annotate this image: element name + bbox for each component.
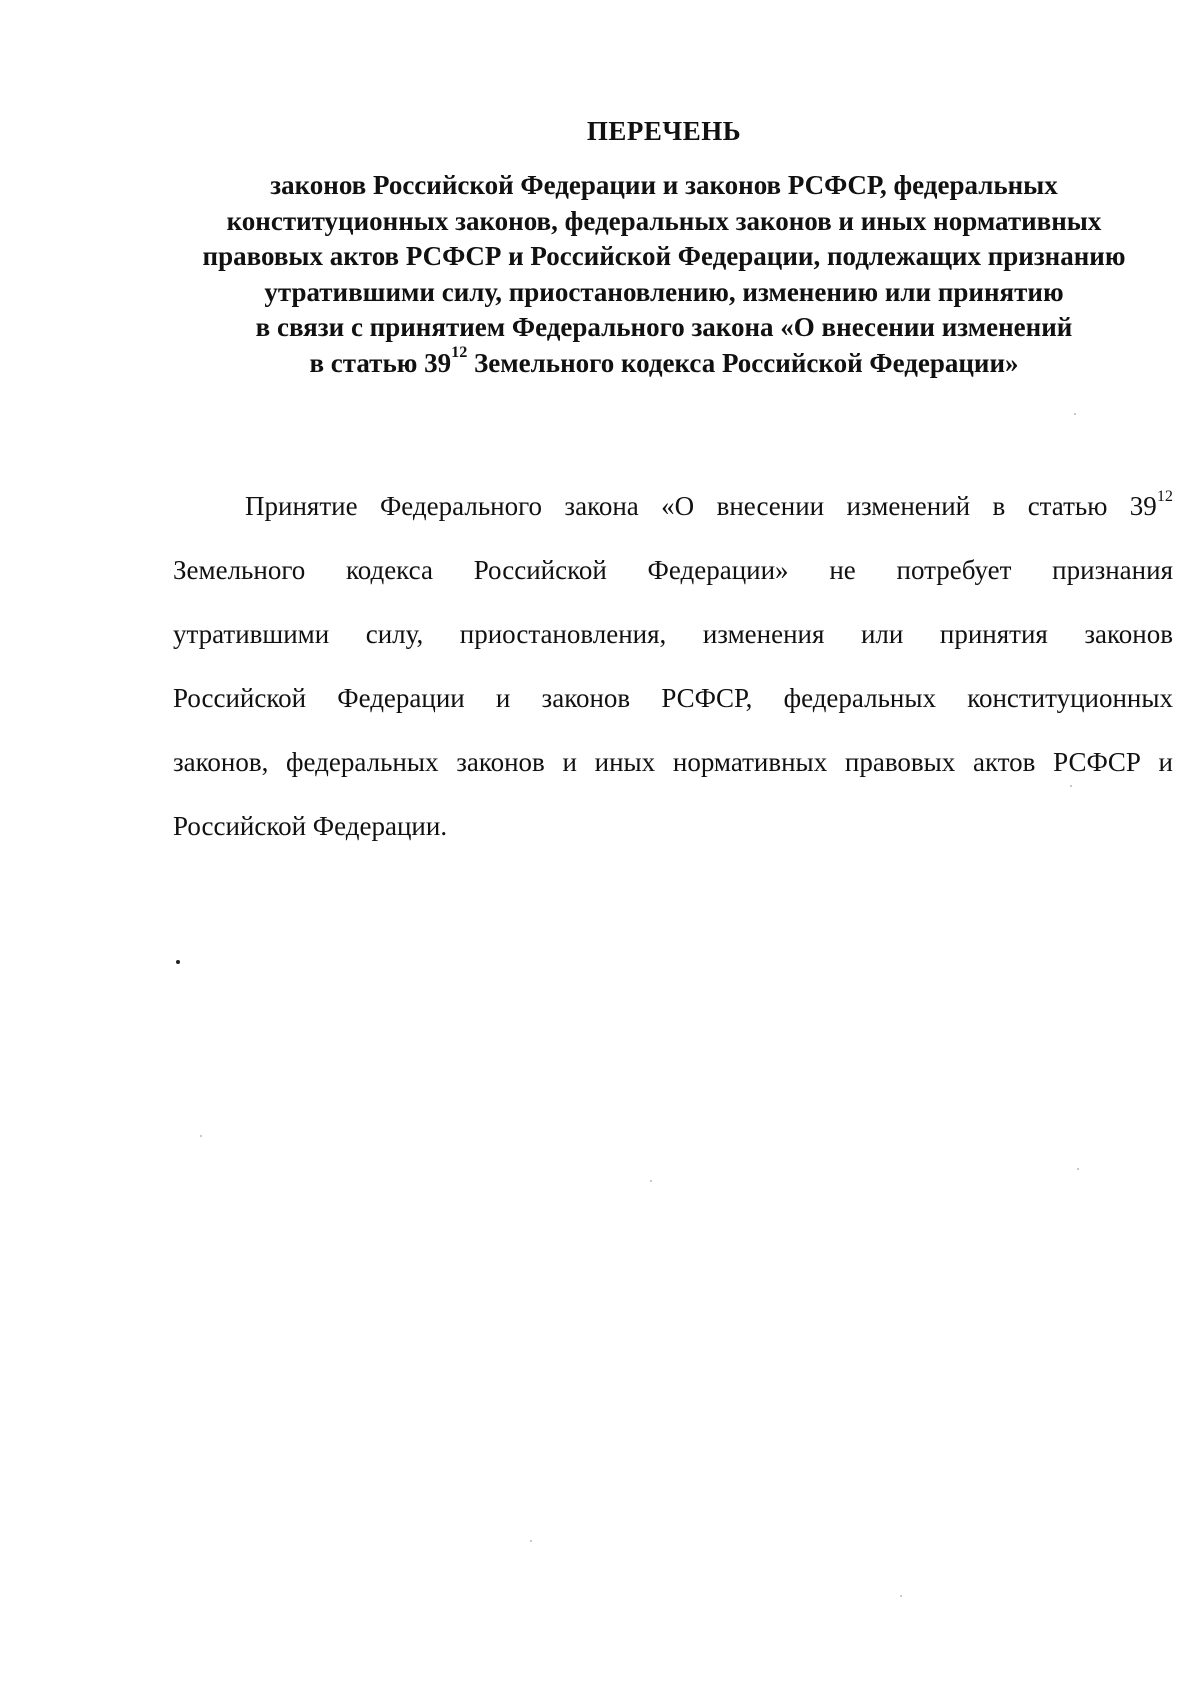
scan-speck — [1070, 785, 1072, 787]
body-paragraph — [173, 474, 1173, 858]
article-superscript: 12 — [451, 343, 468, 362]
body-line: Земельного кодекса Российской Федерации» не потребует признания — [173, 555, 1173, 585]
scan-speck — [1074, 413, 1076, 415]
subtitle-line: в связи с принятием Федерального закона «О внесении изменений — [255, 312, 1073, 342]
subtitle-line-last — [120, 343, 1200, 382]
subtitle-line: законов Российской Федерации и законов РСФСР, федеральных — [270, 170, 1058, 200]
subtitle-text: Земельного кодекса Российской Федерации» — [467, 347, 1019, 378]
document-title: ПЕРЕЧЕНЬ — [586, 116, 742, 146]
scan-speck — [530, 1540, 532, 1542]
subtitle-line: утратившими силу, приостановлению, изменению или принятию — [264, 276, 1064, 307]
scan-speck — [650, 1180, 652, 1182]
body-line: Российской Федерации и законов РСФСР, федеральных конституционных — [173, 683, 1173, 713]
body-line: законов, федеральных законов и иных нормативных правовых актов РСФСР и — [173, 747, 1173, 777]
body-text: Принятие Федерального закона «О внесении изменений в статью 39 — [245, 491, 1157, 521]
body-line: утратившими силу, приостановления, изменения или принятия законов — [173, 619, 1173, 649]
scan-dot — [176, 960, 180, 964]
subtitle-line: конституционных законов, федеральных законов и иных нормативных — [226, 205, 1102, 236]
scan-speck — [900, 1595, 902, 1597]
article-superscript: 12 — [1156, 486, 1173, 505]
subtitle-text: в статью 39 — [309, 347, 452, 378]
body-line: Российской Федерации. — [173, 811, 448, 841]
body-line — [173, 474, 1173, 538]
subtitle-line: правовых актов РСФСР и Российской Федерации, подлежащих признанию — [202, 241, 1126, 271]
document-subtitle — [120, 168, 1200, 381]
scan-speck — [200, 1135, 202, 1137]
scan-speck — [1077, 1168, 1079, 1170]
